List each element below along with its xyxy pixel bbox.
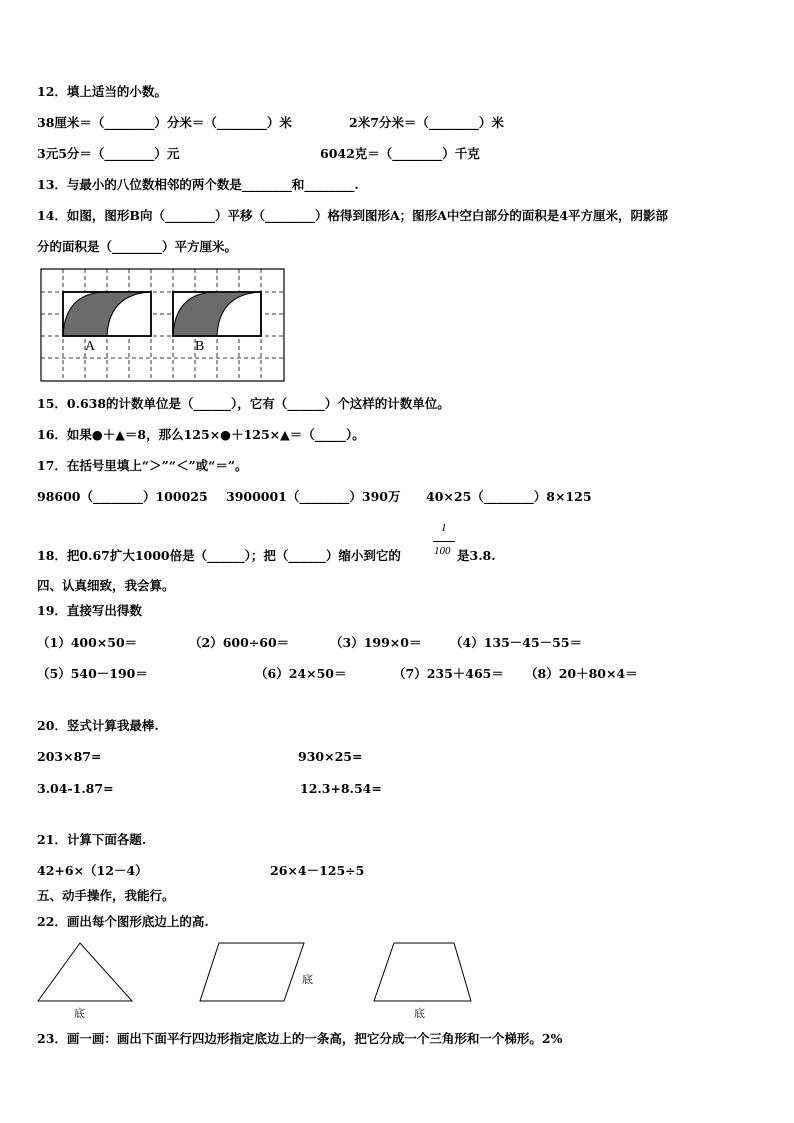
q20-item-4: 12.3+8.54= [300, 781, 382, 796]
q19-item-1: （1）400×50＝ [37, 635, 138, 650]
q19-item-8: （8）20＋80×4＝ [525, 666, 638, 681]
q19-item-7: （7）235＋465＝ [393, 666, 504, 681]
q22-figures [34, 938, 484, 1020]
q16-text: 16．如果●＋▲＝8，那么125×●＋125×▲＝（_____）。 [37, 427, 365, 442]
shape-a [63, 292, 151, 336]
fraction-numerator: 1 [441, 522, 447, 534]
fraction-bar [433, 541, 455, 542]
q18-text-a: 18．把0.67扩大1000倍是（______）；把（______）缩小到它的 [37, 548, 401, 563]
q21-item-1: 42+6×（12－4） [37, 863, 148, 878]
q13-text: 13．与最小的八位数相邻的两个数是________和________. [37, 177, 359, 192]
grid-figure-14 [40, 268, 286, 384]
q19-item-5: （5）540－190＝ [37, 666, 148, 681]
q22-title: 22．画出每个图形底边上的高. [37, 914, 209, 929]
q19-item-3: （3）199×0＝ [330, 635, 422, 650]
q20-item-1: 203×87= [37, 749, 102, 764]
q21-title: 21．计算下面各题. [37, 832, 147, 847]
q19-item-4: （4）135－45－55＝ [450, 635, 583, 650]
triangle-shape [38, 943, 132, 1001]
q20-item-2: 930×25= [298, 749, 363, 764]
trapezoid-base-label: 底 [414, 1007, 425, 1020]
trapezoid-shape [374, 943, 471, 1001]
triangle-base-label: 底 [74, 1007, 85, 1020]
q21-item-2: 26×4－125÷5 [270, 863, 365, 878]
label-a: A [85, 339, 96, 354]
q18-text-b: 是3.8. [457, 548, 496, 563]
section-5-heading: 五、动手操作，我能行。 [37, 888, 175, 903]
q19-title: 19．直接写出得数 [37, 603, 142, 618]
q14-text-line1: 14．如图，图形B向（________）平移（________）格得到图形A；图形A中空白部分的面积是4平方厘米，阴影部 [37, 208, 669, 223]
q19-item-2: （2）600÷60＝ [189, 635, 290, 650]
q23-text: 23．画一画：画出下面平行四边形指定底边上的一条高，把它分成一个三角形和一个梯形。2% [37, 1031, 563, 1046]
q20-item-3: 3.04-1.87= [37, 781, 114, 796]
q12-item-a: 38厘米＝（________）分米＝（________）米 [37, 115, 292, 130]
q14-text-line2: 分的面积是（________）平方厘米。 [37, 239, 238, 254]
label-b: B [195, 339, 205, 354]
q15-text: 15．0.638的计数单位是（______），它有（______）个这样的计数单位。 [37, 396, 450, 411]
q12-item-c: 3元5分＝（________）元 [37, 146, 180, 161]
q17-item-b: 3900001（________）390万 [226, 489, 401, 504]
parallelogram-shape [200, 943, 304, 1001]
q12-item-d: 6042克＝（________）千克 [320, 146, 480, 161]
q17-item-a: 98600（________）100025 [37, 489, 208, 504]
shape-b [173, 292, 261, 336]
q12-title: 12．填上适当的小数。 [37, 84, 167, 99]
q12-item-b: 2米7分米＝（________）米 [349, 115, 504, 130]
q19-item-6: （6）24×50＝ [255, 666, 347, 681]
parallelogram-base-label: 底 [302, 973, 313, 986]
q17-item-c: 40×25（________）8×125 [426, 489, 592, 504]
fraction-denominator: 100 [434, 545, 451, 557]
section-4-heading: 四、认真细致，我会算。 [37, 578, 175, 593]
q17-title: 17．在括号里填上“＞”“＜”或“＝”。 [37, 458, 248, 473]
q20-title: 20．竖式计算我最棒. [37, 718, 159, 733]
